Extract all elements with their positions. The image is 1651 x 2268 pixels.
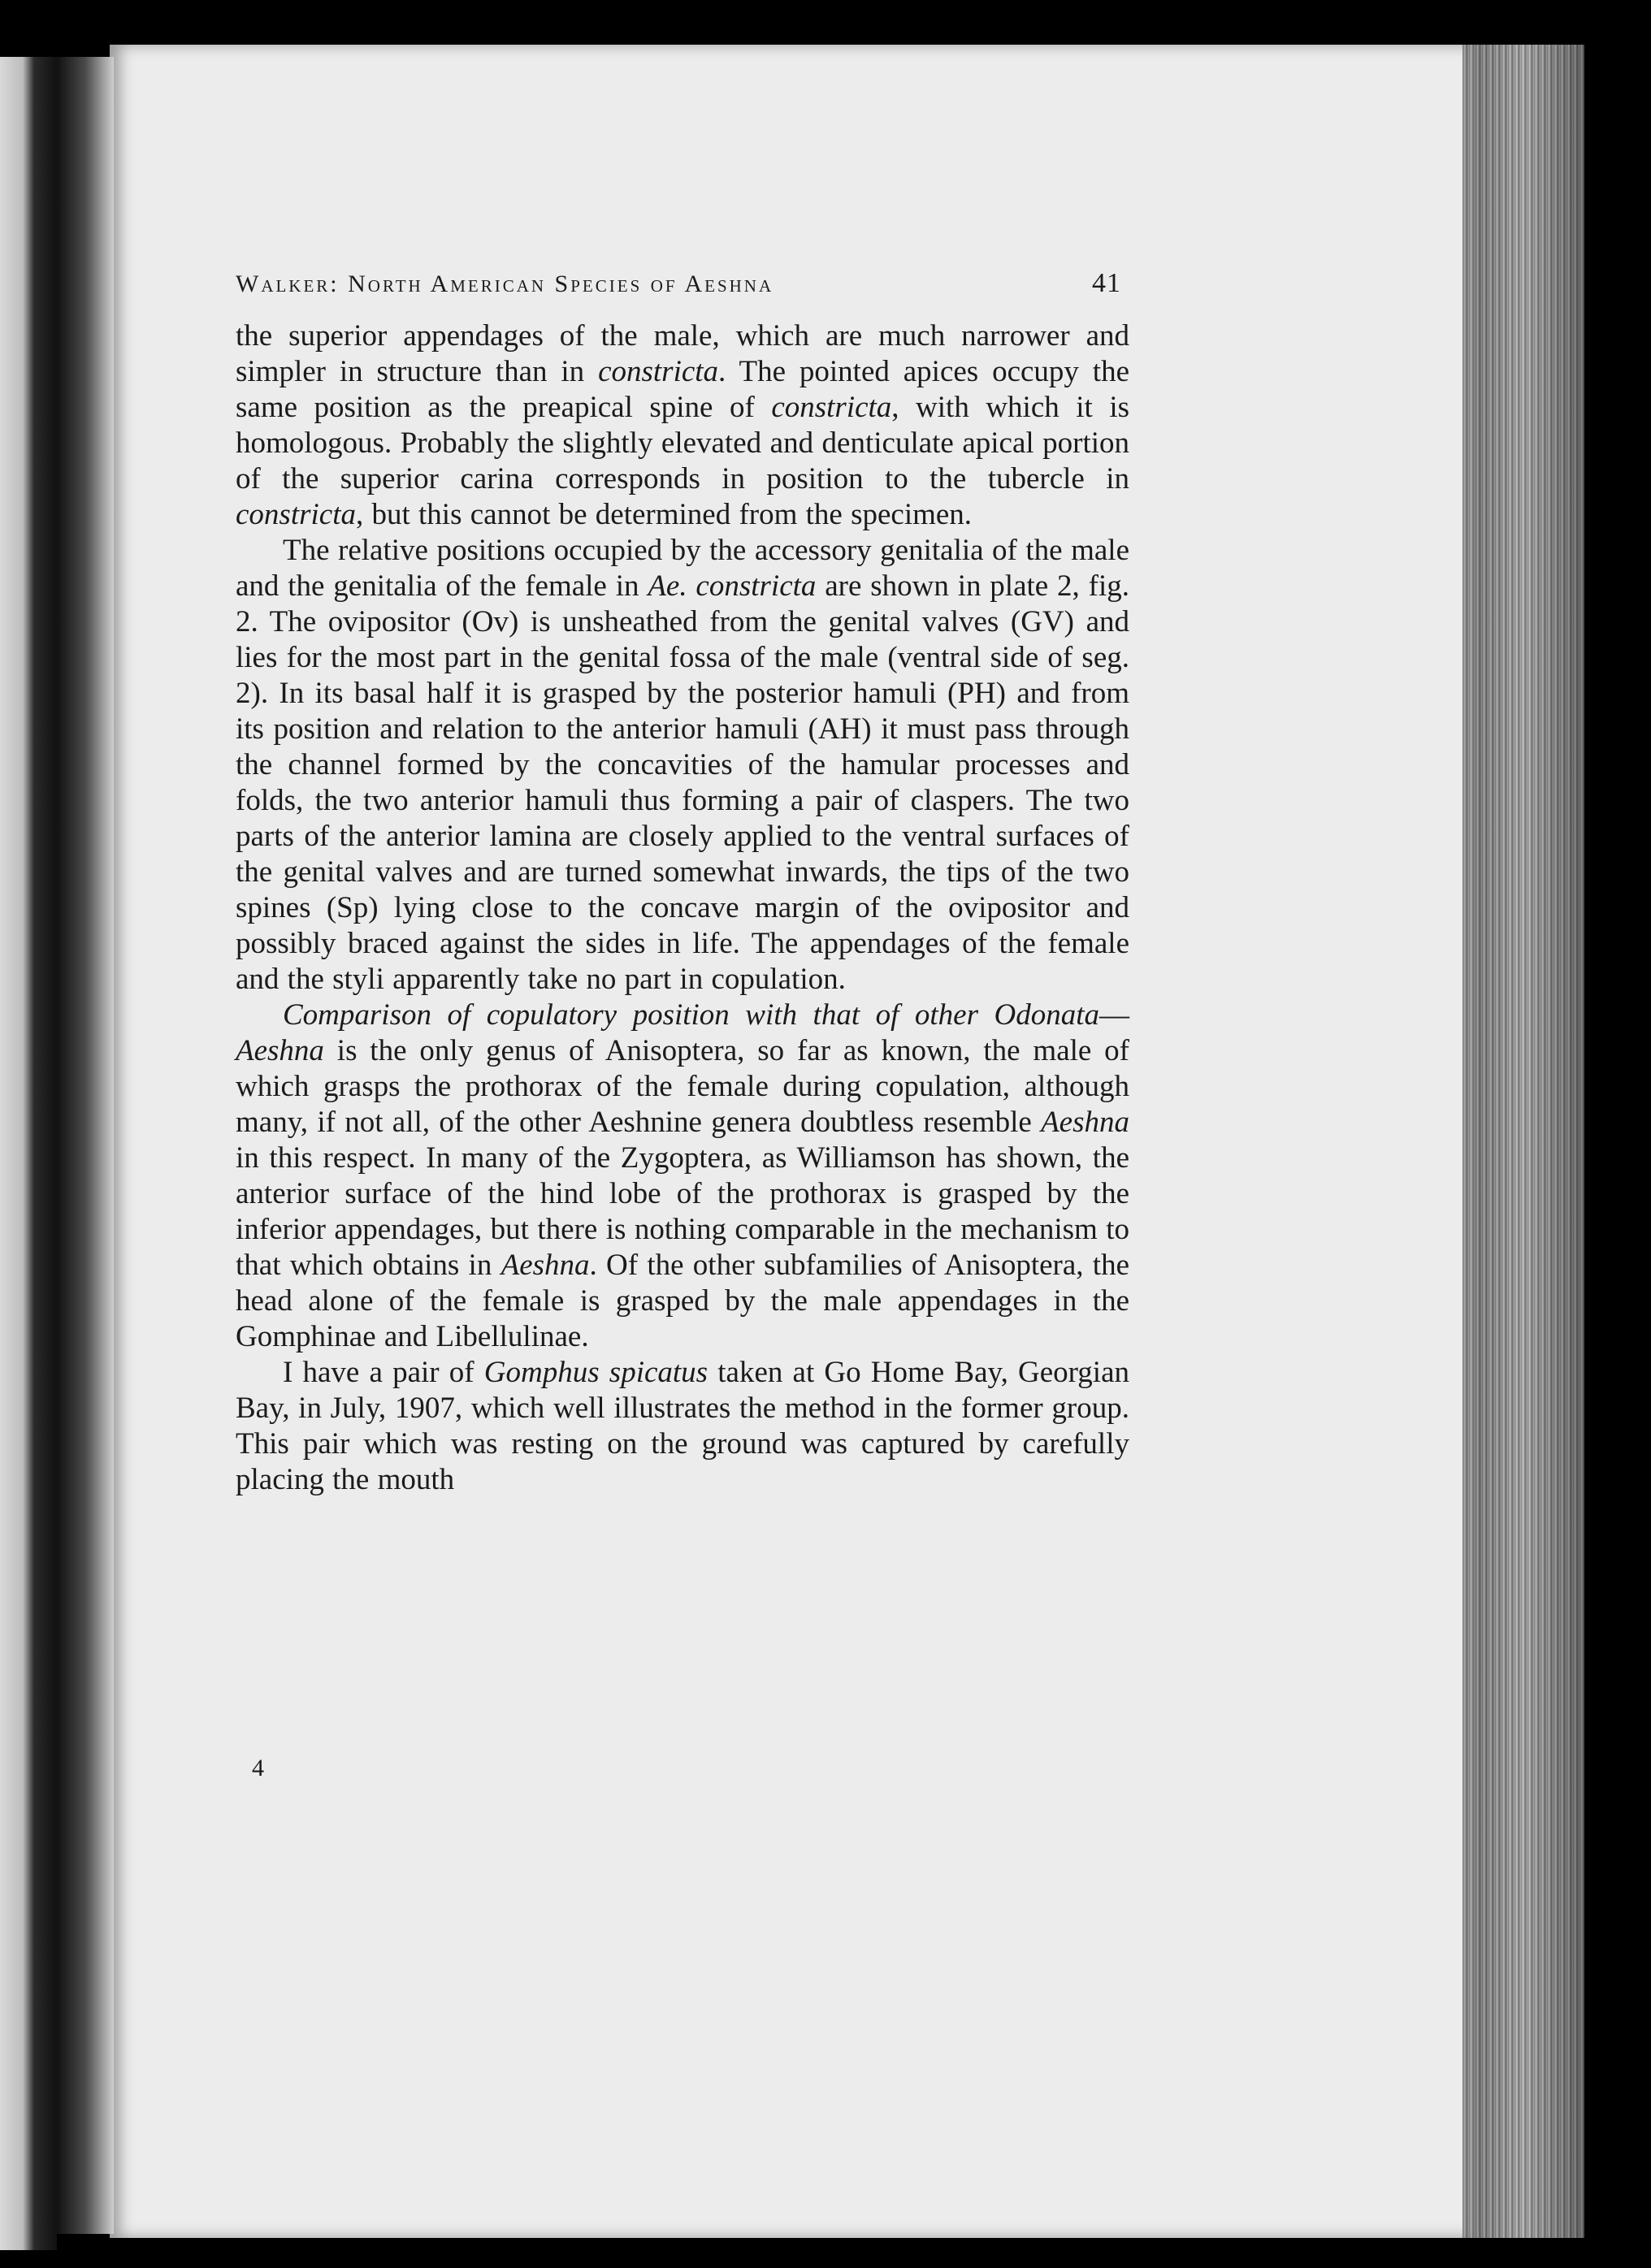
text-run: The relative positions occupied by the accessory genitalia of the male and the genitalia of the female in	[236, 534, 1129, 603]
text-run: —	[1099, 998, 1129, 1032]
text-run: , but this cannot be determined from the specimen.	[355, 498, 973, 531]
text-run: is the only genus of Anisoptera, so far as known, the male of which grasps the prothorax of the female during copulation, although many, if not all, of the other Aeshnine genera doubtless resemble	[236, 1034, 1129, 1139]
italic-text: constricta	[771, 391, 892, 424]
page-number: 41	[1092, 268, 1121, 298]
italic-text: constricta	[598, 355, 719, 388]
italic-text: Aeshna	[236, 1034, 324, 1067]
text-run: are shown in plate 2, fig. 2. The ovipositor (Ov) is unsheathed from the genital valves (GV) and lies for the most part in the genital fossa of the male (ventral side of seg. 2). In its basal half it is grasped by the posterior hamuli (PH) and from its position and relation to the anterior hamuli (AH) it must pass through the channel formed by the concavities of the hamular processes and folds, the two anterior hamuli thus forming a pair of claspers. The two parts of the anterior lamina are closely applied to the ventral surfaces of the genital valves and are turned somewhat inwards, the tips of the two spines (Sp) lying close to the concave margin of the ovipositor and possibly braced against the sides in life. The appendages of the female and the styli apparently take no part in copulation.	[236, 569, 1129, 996]
left-page-edge	[0, 57, 57, 2250]
text-run: in this respect. In many of the Zygoptera, as Williamson has shown, the anterior surface of the hind lobe of the prothorax is grasped by the inferior appendages, but there is nothing comparable in the mechanism to that which obtains in	[236, 1141, 1129, 1282]
italic-text: Ae. constricta	[648, 569, 817, 603]
page-content	[236, 268, 1129, 1498]
text-run: . The pointed apices occupy the same position as the preapical spine of	[236, 355, 1129, 424]
running-head-title: Walker: North American Species of Aeshna	[236, 271, 774, 297]
italic-text: Aeshna	[1041, 1106, 1129, 1139]
italic-text: Gomphus spicatus	[483, 1356, 708, 1389]
text-run: taken at Go Home Bay, Georgian Bay, in July, 1907, which well illustrates the method in the former group. This pair which was resting on the ground was captured by carefully placing the mouth	[236, 1356, 1130, 1496]
paragraph	[236, 1355, 1129, 1498]
text-run: , with which it is homologous. Probably the slightly elevated and denticulate apical portion of the superior carina corresponds in position to the tubercle in	[236, 391, 1129, 496]
signature-mark: 4	[252, 1755, 264, 1781]
paragraph	[236, 533, 1129, 998]
body-text	[236, 318, 1129, 1498]
binding-shadow	[57, 57, 114, 2234]
italic-text: Comparison of copulatory position with that of other Odonata	[283, 998, 1099, 1032]
page-stack-edge	[1462, 45, 1584, 2238]
italic-text: constricta	[236, 498, 356, 531]
text-run: I have a pair of	[283, 1356, 484, 1389]
paragraph	[236, 318, 1129, 533]
text-run: . Of the other subfamilies of Anisoptera, the head alone of the female is grasped by the male appendages in the Gomphinae and Libellulinae.	[236, 1249, 1129, 1353]
running-head	[236, 268, 1121, 299]
paragraph	[236, 998, 1129, 1355]
italic-text: Aeshna	[500, 1249, 590, 1282]
text-run: the superior appendages of the male, which are much narrower and simpler in structure than in	[236, 319, 1129, 388]
